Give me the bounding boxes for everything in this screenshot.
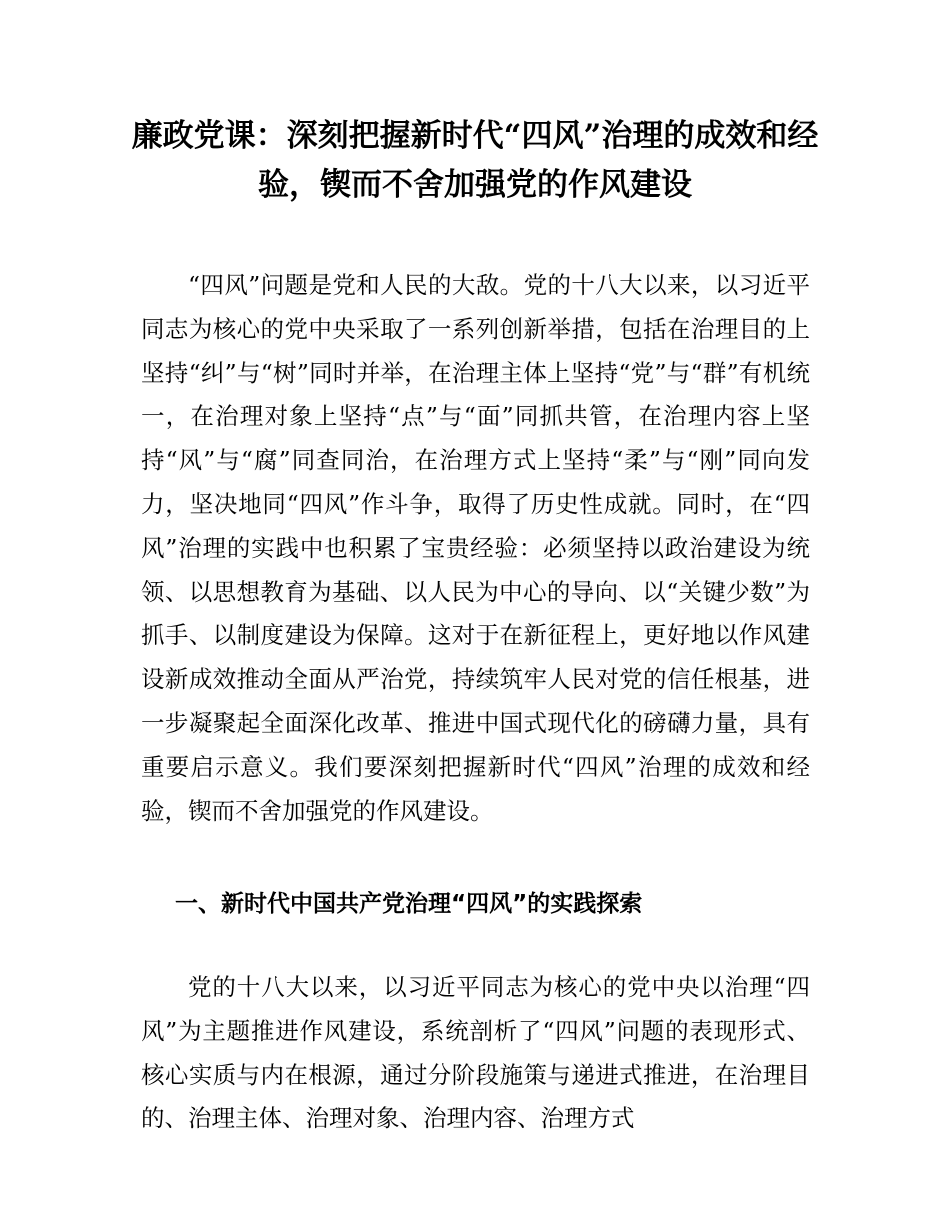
intro-paragraph: “四风”问题是党和人民的大敌。党的十八大以来，以习近平同志为核心的党中央采取了一系列创新举措，包括在治理目的上坚持“纠”与“树”同时并举，在治理主体上坚持“党”与“群”有机统一，在治理对象上坚持“点”与“面”同抓共管，在治理内容上坚持“风”与“腐”同查同治，在治理方式上坚持“柔”与“刚”同向发力，坚决地同“四风”作斗争，取得了历史性成就。同时，在“四风”治理的实践中也积累了宝贵经验：必须坚持以政治建设为统领、以思想教育为基础、以人民为中心的导向、以“关键少数”为抓手、以制度建设为保障。这对于在新征程上，更好地以作风建设新成效推动全面从严治党，持续筑牢人民对党的信任根基，进一步凝聚起全面深化改革、推进中国式现代化的磅礴力量，具有重要启示意义。我们要深刻把握新时代“四风”治理的成效和经验，锲而不舍加强党的作风建设。	[141, 271, 810, 825]
document-title: 廉政党课：深刻把握新时代“四风”治理的成效和经验，锲而不舍加强党的作风建设	[131, 118, 819, 203]
section-paragraph: 党的十八大以来，以习近平同志为核心的党中央以治理“四风”为主题推进作风建设，系统剖析了“四风”问题的表现形式、核心实质与内在根源，通过分阶段施策与递进式推进，在治理目的、治理主体、治理对象、治理内容、治理方式	[141, 973, 810, 1133]
section-heading: 一、新时代中国共产党治理“四风”的实践探索	[175, 891, 643, 917]
